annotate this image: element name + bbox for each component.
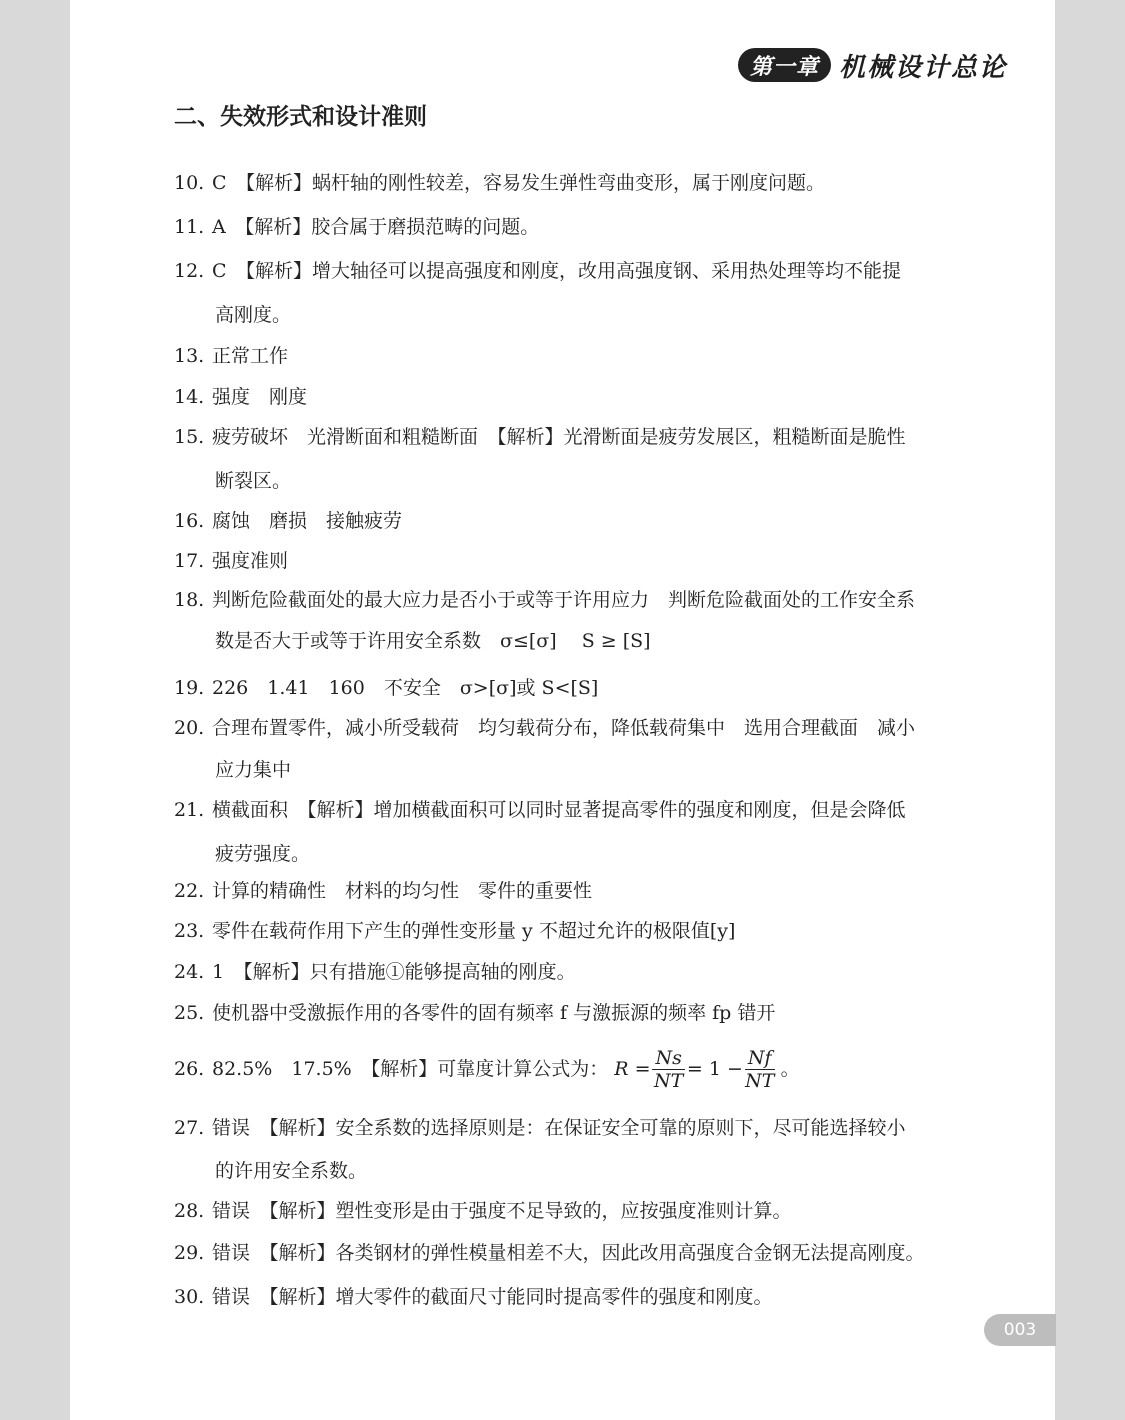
formula-end: 。	[780, 1058, 800, 1080]
document-page	[70, 0, 1055, 1420]
answer-item-11	[174, 214, 974, 240]
item-number: 13.	[174, 345, 205, 367]
item-number: 20.	[174, 717, 205, 739]
item-number: 16.	[174, 510, 205, 532]
item-number: 23.	[174, 920, 205, 942]
item-text: 计算的精确性 材料的均匀性 零件的重要性	[212, 880, 593, 902]
item-text: 腐蚀 磨损 接触疲劳	[212, 510, 403, 532]
formula-lhs: R =	[614, 1058, 651, 1080]
item-number: 22.	[174, 880, 205, 902]
item-text: 错误 【解析】各类钢材的弹性模量相差不大，因此改用高强度合金钢无法提高刚度。	[212, 1242, 925, 1264]
item-number: 27.	[174, 1117, 205, 1139]
item-number: 30.	[174, 1286, 205, 1308]
item-number: 24.	[174, 961, 205, 983]
item-text-continued: 应力集中	[215, 759, 292, 781]
item-number: 10.	[174, 172, 205, 194]
item-text: A 【解析】胶合属于磨损范畴的问题。	[212, 216, 540, 238]
chapter-header	[738, 46, 1007, 84]
item-text: 226 1.41 160 不安全 σ>[σ]或 S<[S]	[212, 677, 599, 699]
answer-item-16	[174, 508, 974, 534]
answer-item-15	[174, 424, 974, 450]
item-text-continued: 高刚度。	[215, 304, 292, 326]
denominator: NT	[654, 1069, 684, 1092]
item-number: 18.	[174, 589, 205, 611]
answer-item-21	[174, 797, 974, 823]
item-text: 1 【解析】只有措施①能够提高轴的刚度。	[212, 961, 576, 983]
item-text: 错误 【解析】塑性变形是由于强度不足导致的，应按强度准则计算。	[212, 1200, 792, 1222]
section-title: 二、失效形式和设计准则	[174, 104, 427, 130]
answer-item-20	[174, 715, 974, 741]
answer-item-25	[174, 1000, 974, 1026]
item-number: 28.	[174, 1200, 205, 1222]
item-number: 15.	[174, 426, 205, 448]
answer-item-27	[174, 1115, 974, 1141]
item-number: 19.	[174, 677, 205, 699]
item-text: 82.5% 17.5% 【解析】可靠度计算公式为：	[212, 1058, 609, 1080]
answer-item-26	[174, 1041, 974, 1097]
item-number: 26.	[174, 1058, 205, 1080]
item-text: C 【解析】增大轴径可以提高强度和刚度，改用高强度钢、采用热处理等均不能提	[212, 260, 902, 282]
chapter-badge: 第一章	[738, 48, 831, 82]
item-text: 合理布置零件，减小所受载荷 均匀载荷分布，降低载荷集中 选用合理截面 减小	[212, 717, 916, 739]
answer-item-30	[174, 1284, 974, 1310]
item-number: 21.	[174, 799, 205, 821]
item-text-continued: 数是否大于或等于许用安全系数 σ≤[σ] S ≥ [S]	[215, 630, 651, 652]
answer-item-13	[174, 343, 974, 369]
item-text: 横截面积 【解析】增加横截面积可以同时显著提高零件的强度和刚度，但是会降低	[212, 799, 906, 821]
item-text: 强度 刚度	[212, 386, 308, 408]
answer-item-29	[174, 1240, 994, 1266]
answer-item-12	[174, 258, 974, 284]
item-text-continued: 断裂区。	[215, 470, 292, 492]
numerator: Ns	[652, 1047, 684, 1070]
item-number: 14.	[174, 386, 205, 408]
item-number: 25.	[174, 1002, 205, 1024]
answer-item-22	[174, 878, 974, 904]
item-text: 疲劳破坏 光滑断面和粗糙断面 【解析】光滑断面是疲劳发展区，粗糙断面是脆性	[212, 426, 906, 448]
item-text: C 【解析】蜗杆轴的刚性较差，容易发生弹性弯曲变形，属于刚度问题。	[212, 172, 826, 194]
answer-item-14	[174, 384, 974, 410]
page-number-tab: 003	[984, 1314, 1056, 1346]
item-text: 零件在载荷作用下产生的弹性变形量 y 不超过允许的极限值[y]	[212, 920, 736, 942]
answer-item-28	[174, 1198, 974, 1224]
answer-item-19	[174, 675, 974, 701]
item-text: 错误 【解析】安全系数的选择原则是：在保证安全可靠的原则下，尽可能选择较小	[212, 1117, 906, 1139]
denominator: NT	[745, 1069, 775, 1092]
item-text: 使机器中受激振作用的各零件的固有频率 f 与激振源的频率 fp 错开	[212, 1002, 776, 1024]
numerator: Nf	[745, 1047, 775, 1070]
item-number: 12.	[174, 260, 205, 282]
item-text-continued: 的许用安全系数。	[215, 1160, 368, 1182]
item-text: 正常工作	[212, 345, 289, 367]
item-text-continued: 疲劳强度。	[215, 843, 311, 865]
answer-item-18	[174, 587, 974, 613]
item-text: 强度准则	[212, 550, 289, 572]
item-text: 错误 【解析】增大零件的截面尺寸能同时提高零件的强度和刚度。	[212, 1286, 773, 1308]
formula-mid: = 1 −	[686, 1058, 743, 1080]
item-text: 判断危险截面处的最大应力是否小于或等于许用应力 判断危险截面处的工作安全系	[212, 589, 916, 611]
answer-item-17	[174, 548, 974, 574]
item-number: 11.	[174, 216, 205, 238]
answer-item-23	[174, 918, 974, 944]
chapter-title: 机械设计总论	[839, 52, 1008, 83]
fraction-ns-nt	[652, 1047, 684, 1092]
answer-item-10	[174, 170, 974, 196]
item-number: 17.	[174, 550, 205, 572]
item-number: 29.	[174, 1242, 205, 1264]
fraction-nf-nt	[745, 1047, 775, 1092]
answer-item-24	[174, 959, 974, 985]
